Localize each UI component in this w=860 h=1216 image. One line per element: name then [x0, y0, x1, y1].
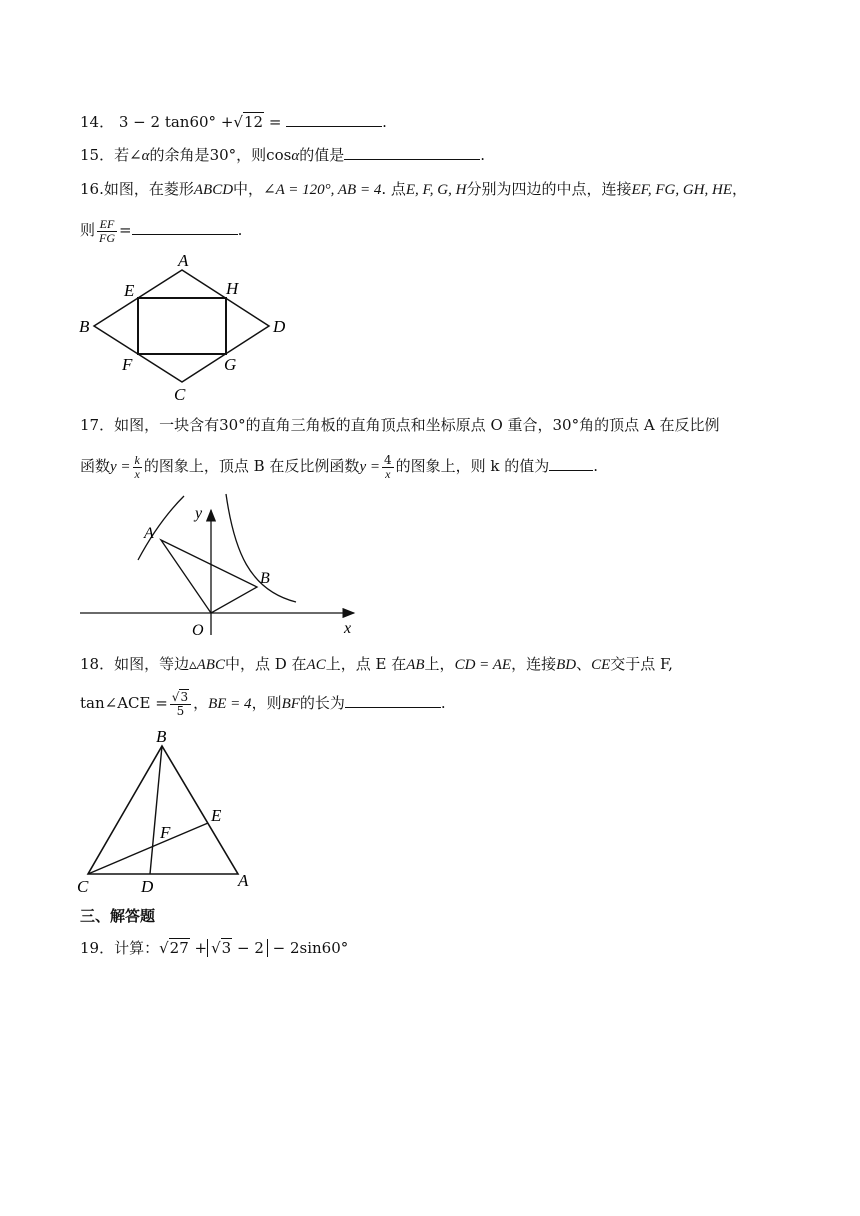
label-d: D — [273, 317, 286, 336]
text: ，则 — [251, 694, 282, 712]
label-c: C — [77, 877, 89, 896]
numerator: k — [134, 452, 140, 467]
cos-function: cos — [266, 146, 292, 164]
question-14: 14． 3 − 2 tan60° +√12 = . — [80, 113, 387, 131]
text: 若∠ — [114, 146, 142, 164]
text: 如图，在菱形 — [103, 180, 194, 198]
condition: CD = AE — [454, 657, 512, 673]
segment-bf: BF — [281, 696, 300, 712]
question-19: 19．计算：√27 + √3 − 2 − 2sin60° — [80, 939, 349, 957]
text: ，连接 — [511, 655, 557, 673]
triangle-aob — [161, 540, 257, 613]
text: 中，点 D 在 — [224, 655, 307, 673]
numerator: EF — [97, 218, 117, 232]
rhombus-abcd — [94, 270, 269, 382]
text: 则 — [80, 221, 96, 239]
tangent-expression: tan∠ACE = — [80, 694, 168, 712]
label-g: G — [224, 355, 237, 374]
text: 交于点 F, — [610, 655, 673, 673]
label-c: C — [174, 385, 186, 404]
text: 上， — [424, 655, 455, 673]
text: 上，点 E 在 — [325, 655, 407, 673]
answer-blank[interactable] — [286, 112, 382, 127]
period: . — [382, 113, 387, 131]
question-18-line2 — [80, 684, 446, 722]
question-number: 15． — [80, 146, 115, 164]
k-over-x — [133, 454, 142, 481]
denominator: x — [385, 466, 391, 481]
separator: 、 — [576, 655, 592, 673]
text: 计算： — [114, 939, 160, 957]
label-b: B — [79, 317, 90, 336]
equilateral-figure — [74, 724, 264, 896]
label-b: B — [260, 570, 270, 587]
label-e: E — [211, 806, 222, 825]
text: 中， — [233, 180, 264, 198]
text: . 点 — [381, 180, 406, 198]
period: . — [237, 221, 243, 239]
answer-blank[interactable] — [344, 145, 480, 160]
alpha-symbol: α — [141, 148, 150, 164]
numerator: 4 — [383, 452, 392, 467]
label-h: H — [226, 279, 239, 298]
denominator: FG — [99, 230, 116, 245]
question-number: 17． — [80, 416, 115, 434]
label-f: F — [122, 355, 133, 374]
sqrt-argument: 12 — [243, 113, 264, 131]
text: 的图象上，则 k 的值为 — [395, 457, 550, 475]
rectangle-efgh — [138, 298, 226, 354]
segment-ac: AC — [306, 657, 326, 673]
label-b: B — [156, 727, 167, 746]
equals: = — [264, 113, 282, 131]
label-o: O — [192, 622, 204, 639]
label-e: E — [124, 281, 135, 300]
segment-ce: CE — [591, 657, 611, 673]
segment-bd: BD — [556, 657, 577, 673]
condition: ∠A = 120°, AB = 4 — [263, 182, 382, 198]
triangle-name: ▵ABC — [189, 657, 225, 673]
question-15 — [80, 145, 485, 166]
text: 的余角是 — [149, 146, 210, 164]
label-a: A — [178, 251, 189, 270]
midpoints: E, F, G, H — [405, 182, 467, 198]
operator: − 2 — [232, 939, 264, 957]
question-number: 14． — [80, 113, 115, 131]
question-number: 19． — [80, 939, 115, 957]
function-lhs: y = — [110, 459, 131, 475]
question-17 — [80, 415, 719, 435]
ratio-fraction — [97, 218, 117, 245]
text: 的值是 — [299, 146, 345, 164]
text: 分别为四边的中点，连接 — [466, 180, 632, 198]
answer-blank[interactable] — [549, 456, 593, 471]
segments: EF, FG, GH, HE — [631, 182, 732, 198]
period: . — [593, 457, 599, 475]
sqrt-argument: 3 — [221, 939, 232, 957]
degree-value: 30° — [209, 146, 237, 164]
denominator: 5 — [176, 703, 185, 718]
segment-ab: AB — [406, 657, 425, 673]
text: ，则 — [236, 146, 267, 164]
question-18 — [80, 654, 673, 675]
period: . — [440, 694, 446, 712]
operator: + — [189, 939, 208, 957]
rhombus-name: ABCD — [193, 182, 234, 198]
text: 如图，等边 — [114, 655, 190, 673]
period: . — [480, 146, 485, 164]
rhombus-figure — [74, 250, 294, 405]
absolute-value: √3 − 2 — [207, 939, 268, 957]
question-16-ratio — [80, 212, 242, 248]
equals: = — [119, 221, 132, 239]
answer-blank[interactable] — [132, 220, 238, 235]
answer-blank[interactable] — [345, 693, 441, 708]
denominator: x — [134, 466, 140, 481]
text: 的长为 — [299, 694, 345, 712]
expression: − 2sin60° — [267, 939, 349, 957]
question-17-line2 — [80, 448, 598, 484]
question-16 — [80, 179, 747, 200]
text: ， — [193, 694, 209, 712]
coordinate-figure — [74, 490, 374, 640]
sqrt3-over-5: $\frac{√3}{5}$ — [170, 691, 191, 718]
segment-ce-line — [88, 823, 208, 874]
expression: 3 − 2 tan60° + — [118, 113, 234, 131]
alpha-symbol: α — [291, 148, 300, 164]
sqrt-argument: 3 — [180, 689, 189, 704]
section-heading: 三、解答题 — [80, 907, 156, 925]
label-a: A — [144, 525, 154, 542]
text: 如图，一块含有30°的直角三角板的直角顶点和坐标原点 O 重合，30°角的顶点 A 在反比例 — [114, 416, 720, 434]
text: 函数 — [80, 457, 111, 475]
function-lhs: y = — [359, 459, 380, 475]
text: ， — [732, 180, 748, 198]
label-f: F — [160, 823, 171, 842]
question-number: 18． — [80, 655, 115, 673]
text: 的图象上，顶点 B 在反比例函数 — [143, 457, 360, 475]
four-over-x — [382, 454, 394, 481]
label-d: D — [141, 877, 154, 896]
label-x: x — [344, 620, 352, 637]
condition-be: BE = 4 — [208, 696, 252, 712]
label-y: y — [195, 505, 203, 522]
label-a: A — [238, 871, 249, 890]
question-number: 16. — [80, 180, 104, 198]
sqrt-argument: 27 — [169, 939, 189, 957]
